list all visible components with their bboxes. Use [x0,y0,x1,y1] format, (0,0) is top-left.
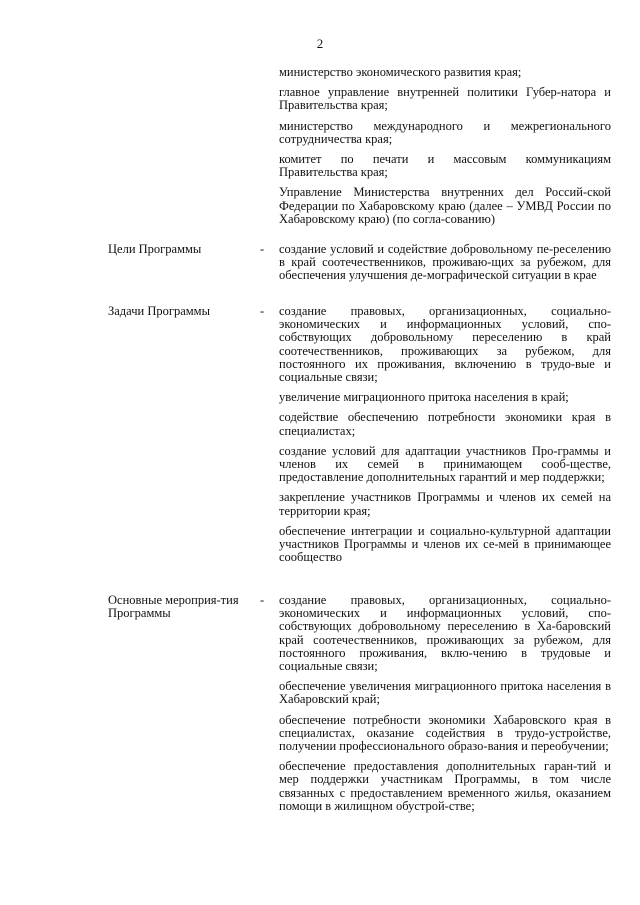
list-item: создание правовых, организационных, социально-экономических и информационных условий, спо-собствующих добровольному переселению в край соотечественников, проживающих за рубежом, для постоянного их проживания, включению в трудо-вые и социальные связи; [279,304,611,385]
list-item: создание правовых, организационных, социально-экономических и информационных условий, спо-собствующих добровольному переселению в Ха-баровский край соотечественников, проживающих за рубежом, для постоянного проживания, вклю-чению в трудовые и социальные связи; [279,593,611,674]
list-item: Управление Министерства внутренних дел Россий-ской Федерации по Хабаровскому краю (далее – УМВД России по Хабаровскому краю) (по согла-сованию) [279,185,611,226]
measures-label: Основные мероприя-тия Программы [108,593,239,620]
list-item: министерство экономического развития края; [279,65,522,79]
tasks-content [279,305,611,571]
tasks-label: Задачи Программы [108,304,210,318]
tasks-dash: - [260,304,265,318]
list-item: создание условий и содействие добровольному пе-реселению в край соотечественников, проживаю-щих за рубежом, для обеспечения улучшения де-мографической ситуации в крае [279,242,611,283]
goals-content [279,243,611,290]
list-item: обеспечение интеграции и социально-культурной адаптации участников Программы и членов их се-мей в принимающее сообщество [279,523,611,565]
list-item: создание условий для адаптации участников Про-граммы и членов их семей в принимающем сооб-ществе, предоставление дополнительных гарантий и мер поддержки; [279,443,611,485]
list-item: главное управление внутренней политики Губер-натора и Правительства края; [279,85,611,113]
list-item: закрепление участников Программы и членов их семей на территории края; [279,490,611,518]
list-item: комитет по печати и массовым коммуникациям Правительства края; [279,152,611,180]
page-number: 2 [316,36,324,51]
list-item: обеспечение предоставления дополнительных гаран-тий и мер поддержки участникам Программы, в том числе связанных с предоставлением временного жилья, оказанием помощи в жилищном обустрой-стве; [279,759,611,813]
measures-dash: - [260,593,265,607]
list-item: содействие обеспечению потребности экономики края в специалистах; [279,410,611,438]
goals-dash: - [260,242,265,256]
executors-list [279,66,611,233]
goals-label: Цели Программы [108,242,202,256]
list-item: министерство международного и межрегионального сотрудничества края; [279,118,611,146]
measures-content [279,594,611,820]
list-item: обеспечение потребности экономики Хабаровского края в специалистах, оказание содействия в трудо-устройстве, получении профессионального образо-вания и переобучении; [279,712,611,754]
list-item: увеличение миграционного притока населения в край; [279,390,569,405]
list-item: обеспечение увеличения миграционного притока населения в Хабаровский край; [279,679,611,707]
